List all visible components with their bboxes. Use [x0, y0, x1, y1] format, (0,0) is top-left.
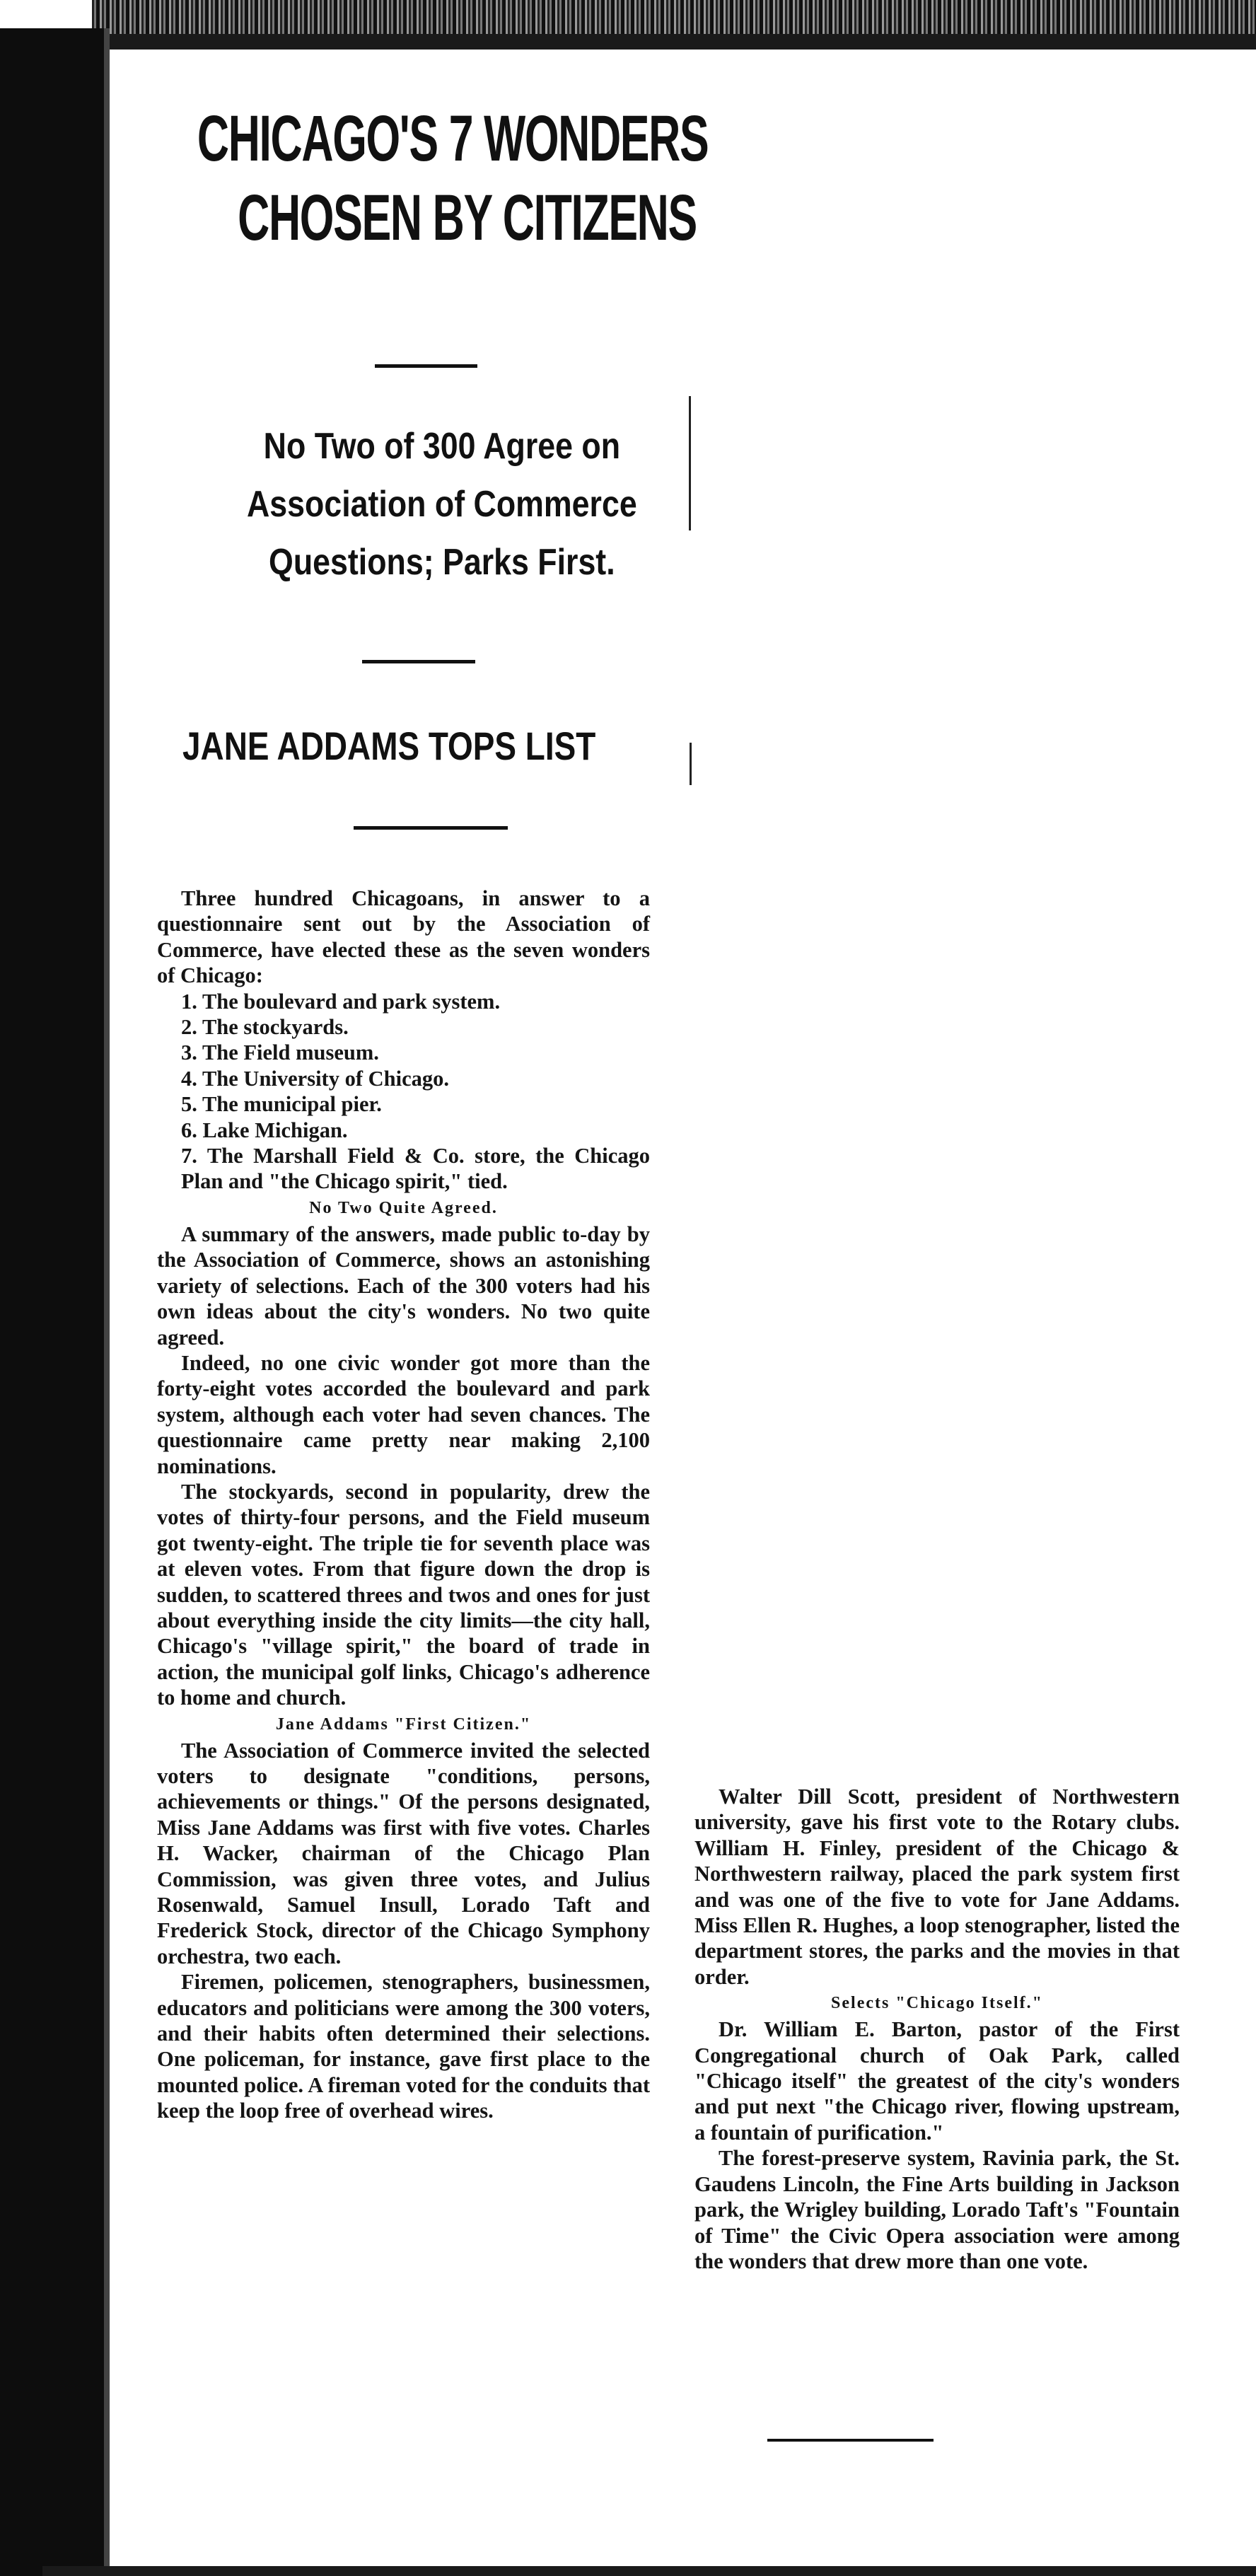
subdeck: JANE ADDAMS TOPS LIST: [182, 724, 596, 768]
article-paragraph: Firemen, policemen, stenographers, businessmen, educators and politicians were among the 300 voters, and their habits often determined their selections. One policeman, for instance, gave first place to the mounted police. A fireman voted for the conduits that keep the loop free of overhead wires.: [157, 1970, 650, 2123]
column-edge-mark: [689, 396, 691, 530]
subhead-chicago-itself: Selects "Chicago Itself.": [831, 1994, 1043, 2013]
divider-rule-3: [354, 826, 508, 830]
article-column-left: [157, 886, 650, 2124]
deck-line-2: Association of Commerce: [247, 484, 637, 525]
wonder-item: 7. The Marshall Field & Co. store, the Chicago Plan and "the Chicago spirit," tied.: [181, 1144, 650, 1194]
wonder-item: 2. The stockyards.: [181, 1015, 349, 1040]
article-paragraph: Indeed, no one civic wonder got more than the forty-eight votes accorded the boulevard and park system, although each voter had seven chances. The questionnaire came pretty near making 2,100 nominations.: [157, 1350, 650, 1478]
article-paragraph: Dr. William E. Barton, pastor of the First Congregational church of Oak Park, called "Chicago itself" the greatest of the city's wonders and put next "the Chicago river, flowing upstream, a fountain of purification.": [694, 2017, 1180, 2145]
subhead-first-citizen: Jane Addams "First Citizen.": [275, 1715, 532, 1734]
deck-line-3: Questions; Parks First.: [269, 542, 615, 583]
deck: [170, 417, 714, 591]
headline: [184, 99, 721, 257]
deck-line-1: No Two of 300 Agree on: [263, 426, 621, 467]
article-paragraph: The forest-preserve system, Ravinia park, the St. Gaudens Lincoln, the Fine Arts building in Jackson park, the Wrigley building, Lorado Taft's "Fountain of Time" the Civic Opera association were among the wonders that drew more than one vote.: [694, 2146, 1180, 2273]
wonder-item: 1. The boulevard and park system.: [181, 989, 501, 1014]
divider-rule-1: [375, 364, 477, 368]
wonders-list: [157, 989, 650, 1195]
end-rule: [767, 2439, 934, 2442]
article-paragraph: Walter Dill Scott, president of Northwestern university, gave his first vote to the Rotary clubs. William H. Finley, president of the Chicago & Northwestern railway, placed the park system first and was one of the five to vote for Jane Addams. Miss Ellen R. Hughes, a loop stenographer, listed the department stores, the parks and the movies in that order.: [694, 1785, 1180, 1989]
intro-paragraph: Three hundred Chicagoans, in answer to a questionnaire sent out by the Association of Commerce, have elected these as the seven wonders of Chicago:: [157, 886, 650, 988]
wonder-item: 6. Lake Michigan.: [181, 1118, 348, 1142]
article-paragraph: A summary of the answers, made public to-day by the Association of Commerce, shows an astonishing variety of selections. Each of the 300 voters had his own ideas about the city's wonders. No two quite agreed.: [157, 1222, 650, 1350]
article-paragraph: The Association of Commerce invited the selected voters to designate "conditions, persons, achievements or things." Of the persons designated, Miss Jane Addams was first with five votes. Charles H. Wacker, chairman of the Chicago Plan Commission, was given three votes, and Julius Rosenwald, Samuel Insull, Lorado Taft and Frederick Stock, director of the Chicago Symphony orchestra, two each.: [157, 1738, 650, 1968]
article-column-right: [694, 1784, 1180, 2274]
headline-line-2: CHOSEN BY CITIZENS: [238, 182, 697, 254]
subhead-no-two-agreed: No Two Quite Agreed.: [309, 1198, 498, 1217]
article-paragraph: The stockyards, second in popularity, drew the votes of thirty-four persons, and the Field museum got twenty-eight. The triple tie for seventh place was at eleven votes. From that figure down the drop is sudden, to scattered threes and twos and ones for just about everything inside the city limits—the city hall, Chicago's "village spirit," the board of trade in action, the municipal golf links, Chicago's adherence to home and church.: [157, 1479, 650, 1710]
wonder-item: 4. The University of Chicago.: [181, 1066, 449, 1091]
column-edge-mark: [690, 743, 692, 785]
headline-line-1: CHICAGO'S 7 WONDERS: [197, 103, 709, 175]
wonder-item: 5. The municipal pier.: [181, 1092, 382, 1117]
divider-rule-2: [362, 660, 475, 663]
wonder-item: 3. The Field museum.: [181, 1040, 379, 1065]
